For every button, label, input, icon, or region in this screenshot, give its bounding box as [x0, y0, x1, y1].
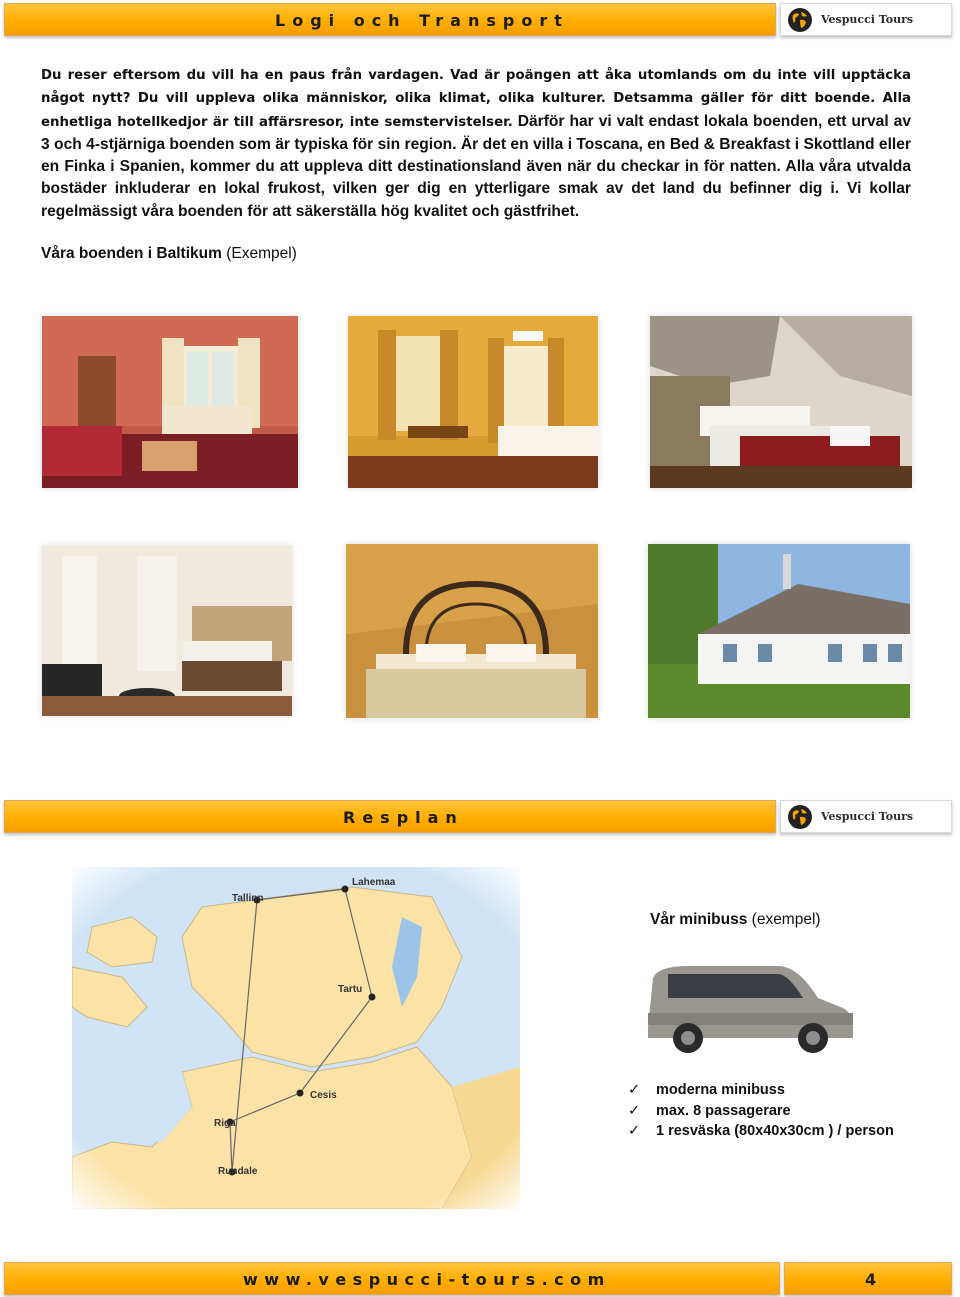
minibus-heading-note: (exempel) — [751, 911, 821, 928]
accommodations-heading — [41, 245, 297, 263]
check-icon: ✓ — [628, 1082, 641, 1098]
feature-text: 1 resväska (80x40x30cm ) / person — [656, 1123, 894, 1139]
globe-icon — [787, 7, 813, 33]
hotel-photo-4 — [42, 546, 292, 716]
logo-text: Vespucci Tours — [821, 810, 914, 823]
hotel-photo-6 — [648, 544, 910, 718]
intro-lead: Du reser eftersom du vill ha en paus från vardagen. Vad är poängen att åka utomlands om du inte vill upptäcka något nytt? Du vill uppleva olika människor, olika klimat, olika kulturer. Detsamma gäller för ditt boende. Alla enhetliga hotellkedjor är till affärsresor, inte semstervistelser. — [41, 68, 911, 130]
hotel-photo-5 — [346, 544, 598, 718]
feature-text: max. 8 passagerare — [656, 1102, 791, 1119]
globe-icon — [787, 804, 813, 830]
footer-url: www.vespucci-tours.com — [243, 1270, 611, 1289]
page-number-box — [784, 1262, 952, 1295]
list-item — [628, 1101, 894, 1122]
route-bar — [4, 800, 776, 833]
check-icon: ✓ — [628, 1123, 641, 1139]
route-map — [72, 867, 520, 1209]
check-icon: ✓ — [628, 1102, 641, 1119]
hotel-photo-3 — [650, 316, 912, 488]
accommodations-heading-text: Våra boenden i Baltikum — [41, 245, 222, 262]
list-item — [628, 1080, 894, 1101]
header-bar — [4, 3, 776, 36]
header-logo — [780, 3, 952, 36]
route-logo — [780, 800, 952, 833]
accommodations-heading-note: (Exempel) — [226, 245, 297, 262]
page-number: 4 — [865, 1270, 877, 1289]
hotel-photo-1 — [42, 316, 298, 488]
minibus-features — [628, 1080, 894, 1142]
minibus-heading-text: Vår minibuss — [650, 911, 748, 928]
list-item — [628, 1121, 894, 1142]
minibus-photo — [628, 958, 858, 1058]
section-title-resplan: Resplan — [343, 808, 464, 827]
hotel-photo-2 — [348, 316, 598, 488]
minibus-heading — [650, 911, 821, 929]
section-title-logi: Logi och Transport — [275, 11, 569, 30]
footer-bar — [4, 1262, 780, 1295]
feature-text: moderna minibuss — [656, 1082, 785, 1098]
intro-paragraph — [41, 64, 911, 223]
intro-rest: Därför har vi valt endast lokala boenden, ett urval av 3 och 4-stjärniga boenden som är typiska för sin region. Är det en villa i Toscana, en Bed & Breakfast i Skottland eller en Finka i Spanien, kommer du att uppleva ditt destinationsland även när du checkar in för natten. Alla våra utvalda bostäder inkluderar en lokal frukost, vilken ger dig en ytterligare smak av det land du befinner dig i. Vi kollar regelmässigt våra boenden för att säkerställa hög kvalitet och gästfrihet. — [41, 112, 911, 220]
logo-text: Vespucci Tours — [821, 13, 914, 26]
